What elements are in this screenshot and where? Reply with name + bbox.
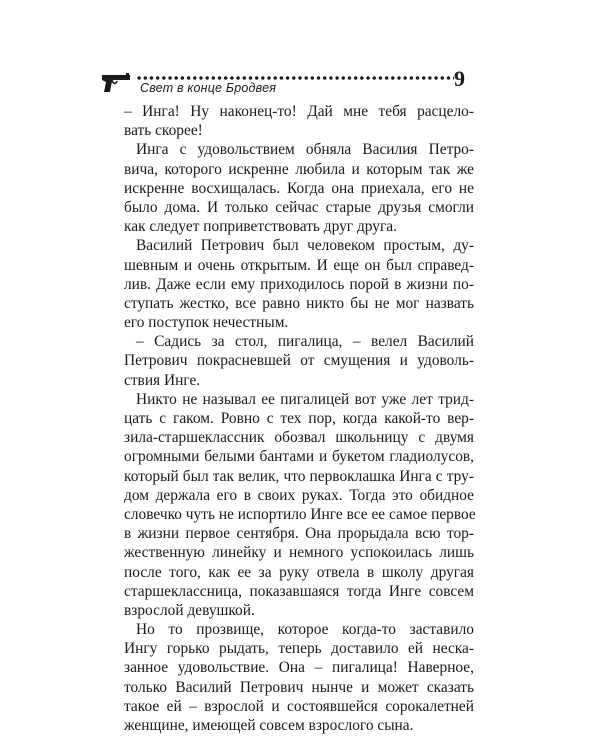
text-line: огромными белыми бантами и букетом гладиолусов,	[124, 448, 474, 466]
text-line: как следует поприветствовать друг друга.	[124, 218, 397, 236]
text-line: ступать жестко, все равно никто бы не мог назвать	[124, 294, 474, 312]
text-line: шевным и очень открытым. И еще он был справед-	[124, 256, 474, 274]
body-text	[124, 102, 474, 735]
text-line: Ингу горько рыдать, теперь доставило ей неска-	[124, 640, 474, 658]
text-line: Инга с удовольствием обняла Василия Петро-	[136, 141, 474, 159]
running-title: Свет в конце Бродвея	[140, 81, 277, 95]
text-line: его поступок нечестным.	[124, 314, 289, 332]
text-line: занное удовольствие. Она – пигалица! Наверное,	[124, 659, 474, 677]
text-line: дом держала его в своих руках. Тогда это обидное	[124, 486, 474, 504]
text-line: – Садись за стол, пигалица, – велел Василий	[136, 333, 474, 351]
text-line: Петрович покрасневшей от смущения и удоволь-	[124, 352, 474, 370]
text-line: Но то прозвище, которое когда-то заставило	[136, 621, 474, 639]
text-line: после того, как ее за руку отвела в школу другая	[124, 563, 474, 581]
text-line: цать с гаком. Ровно с тех пор, когда какой-то вер-	[124, 410, 474, 427]
page-number: 9	[454, 66, 465, 91]
running-header	[100, 66, 470, 100]
text-line: Василий Петрович был человеком простым, ду-	[136, 237, 474, 255]
revolver-icon	[100, 72, 134, 94]
text-line: искренне восхищалась. Когда она приехала, его не	[124, 179, 474, 197]
text-line: – Инга! Ну наконец-то! Дай мне тебя расцело-	[124, 103, 474, 120]
text-line: вать скорее!	[124, 122, 203, 140]
text-line: взрослой девушкой.	[124, 601, 255, 619]
text-line: женщине, имеющей совсем взрослого сына.	[124, 717, 414, 734]
text-line: ствия Инге.	[124, 371, 201, 389]
text-line: который был так велик, что первоклашка Инга с тру-	[124, 467, 474, 485]
text-line: зила-старшеклассник обозвал школьницу с двумя	[124, 429, 474, 447]
text-line: лив. Даже если ему приходилось порой в жизни по-	[124, 275, 474, 293]
text-line: вича, которого искренне любила и которым так же	[124, 160, 474, 178]
text-line: в жизни первое сентября. Она прорыдала всю тор-	[124, 525, 474, 543]
text-line: Никто не называл ее пигалицей вот уже лет трид-	[136, 390, 474, 408]
text-line: было дома. И только сейчас старые друзья смогли	[124, 198, 474, 216]
text-line: только Василий Петрович нынче и может сказать	[124, 678, 474, 696]
text-line: жественную линейку и немного успокоилась лишь	[124, 544, 474, 562]
text-line: такое ей – взрослой и состоявшейся сорокалетней	[124, 697, 474, 715]
text-line: старшеклассница, показавшаяся тогда Инге совсем	[124, 582, 474, 600]
text-line: словечко чуть не испортило Инге все ее самое первое	[124, 505, 476, 523]
